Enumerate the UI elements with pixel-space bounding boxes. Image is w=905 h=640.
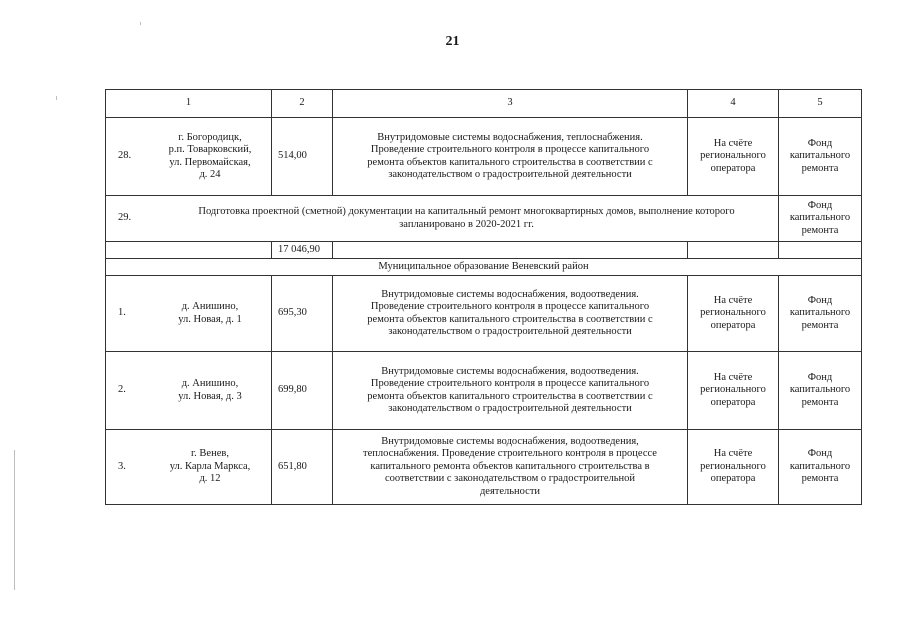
header-cell-5: 5: [779, 90, 862, 118]
source-cell: Фонд капитального ремонта: [779, 352, 862, 430]
source-cell: Фонд капитального ремонта: [779, 276, 862, 352]
table-row: [106, 352, 862, 430]
cost-cell: 514,00: [272, 118, 333, 196]
table-row: [106, 196, 862, 242]
source-cell: Фонд капитального ремонта: [779, 118, 862, 196]
cost-cell: 699,80: [272, 352, 333, 430]
row-address: д. Анишино, ул. Новая, д. 1: [178, 301, 242, 325]
design-docs-text: Подготовка проектной (сметной) документации на капитальный ремонт многоквартирных домов, выполнение которого запланировано в 2020-2021 гг.: [198, 206, 735, 230]
table-row: [106, 430, 862, 505]
cost-cell: 651,80: [272, 430, 333, 505]
row-number: 28.: [118, 150, 132, 162]
row-address: г. Венев, ул. Карла Маркса, д. 12: [169, 448, 251, 485]
header-cell-2: 2: [272, 90, 333, 118]
total-blank-cell: [688, 242, 779, 259]
method-cell: На счёте регионального оператора: [688, 430, 779, 505]
header-cell-3: 3: [333, 90, 688, 118]
source-cell: Фонд капитального ремонта: [779, 430, 862, 505]
row-address: г. Богородицк, р.п. Товарковский, ул. Первомайская, д. 24: [168, 131, 252, 180]
work-cell: Внутридомовые системы водоснабжения, водоотведения. Проведение строительного контроля в процессе капитального ремонта объектов капитального строительства в соответствии с законодательством о градостроительной деятельности: [333, 276, 688, 352]
total-cost-cell: 17 046,90: [272, 242, 333, 259]
total-blank-cell: [106, 242, 272, 259]
design-docs-cell: [106, 196, 779, 242]
address-cell: [106, 276, 272, 352]
scan-mark: [14, 450, 15, 590]
cost-cell: 695,30: [272, 276, 333, 352]
total-row: [106, 242, 862, 259]
scan-mark: [140, 22, 141, 25]
header-cell-1: 1: [106, 90, 272, 118]
row-number: 1.: [118, 307, 126, 319]
table-row: [106, 276, 862, 352]
page-number: 21: [445, 34, 460, 49]
row-address: д. Анишино, ул. Новая, д. 3: [178, 378, 242, 402]
address-cell: [106, 430, 272, 505]
total-blank-cell: [333, 242, 688, 259]
row-number: 29.: [118, 212, 132, 224]
section-title: Муниципальное образование Веневский район: [106, 259, 862, 276]
header-cell-4: 4: [688, 90, 779, 118]
row-number: 2.: [118, 384, 126, 396]
table-row: [106, 118, 862, 196]
address-cell: [106, 352, 272, 430]
work-cell: Внутридомовые системы водоснабжения, теплоснабжения. Проведение строительного контроля в процессе капитального ремонта объектов капитального строительства в соответствии с законодательством о градостроительной деятельности: [333, 118, 688, 196]
section-row: [106, 259, 862, 276]
source-cell: Фонд капитального ремонта: [779, 196, 862, 242]
row-number: 3.: [118, 460, 126, 472]
method-cell: На счёте регионального оператора: [688, 276, 779, 352]
method-cell: На счёте регионального оператора: [688, 352, 779, 430]
method-cell: На счёте регионального оператора: [688, 118, 779, 196]
total-blank-cell: [779, 242, 862, 259]
repair-schedule-table: [105, 89, 862, 505]
scan-mark: [56, 96, 57, 100]
header-row: [106, 90, 862, 118]
work-cell: Внутридомовые системы водоснабжения, водоотведения. Проведение строительного контроля в процессе капитального ремонта объектов капитального строительства в соответствии с законодательством о градостроительной деятельности: [333, 352, 688, 430]
address-cell: [106, 118, 272, 196]
work-cell: Внутридомовые системы водоснабжения, водоотведения, теплоснабжения. Проведение строительного контроля в процессе капитального ремонта объектов капитального строительства в соответствии с законодательством о градостроительной деятельности: [333, 430, 688, 505]
